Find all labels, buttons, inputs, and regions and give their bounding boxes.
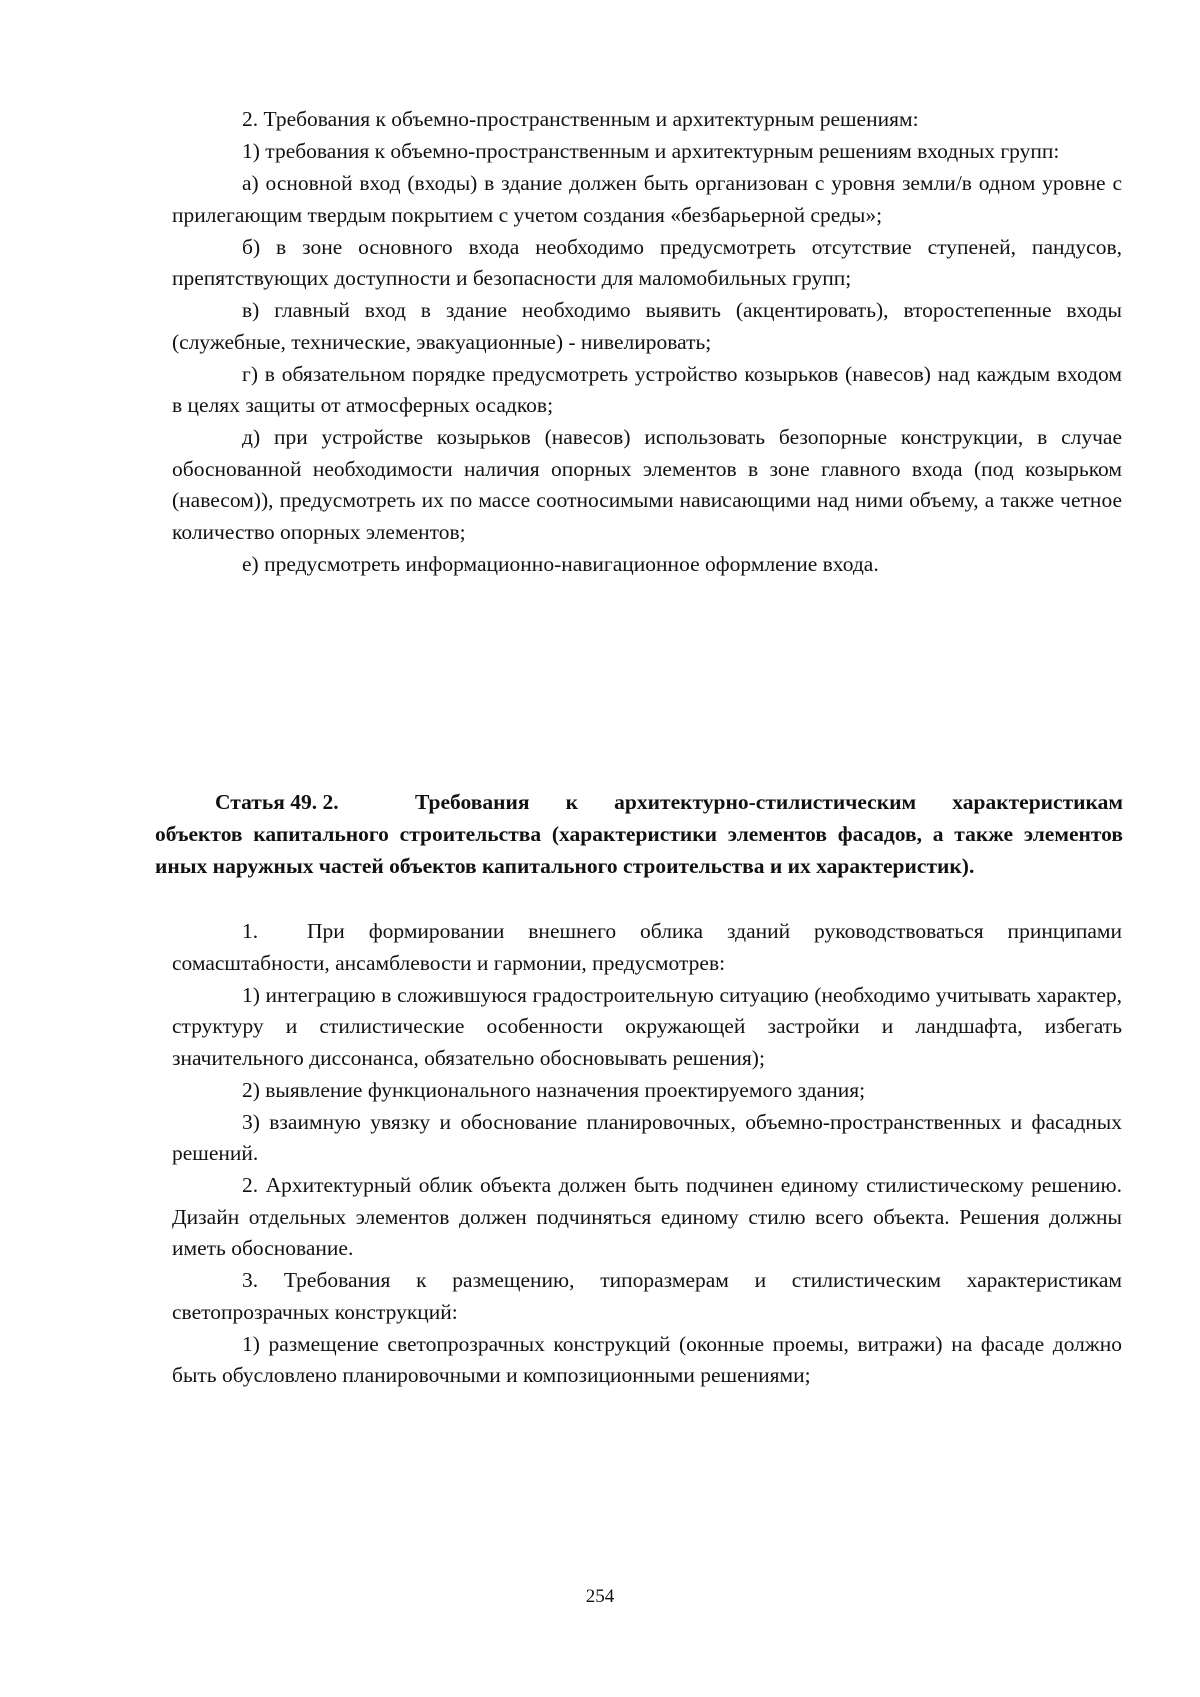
section-volume-spatial-requirements xyxy=(172,104,1122,581)
article-number: Статья 49. 2. xyxy=(215,790,339,814)
paragraph: 3. Требования к размещению, типоразмерам и стилистическим характеристикам светопрозрачных конструкций: xyxy=(172,1268,1122,1324)
article-title: Требования к архитектурно-стилистическим характеристикам объектов капитального строительства (характеристики элементов фасадов, а также элементов иных наружных частей объектов капитального строительства и их характеристик). xyxy=(155,790,1123,878)
paragraph: 2) выявление функционального назначения проектируемого здания; xyxy=(242,1077,866,1102)
paragraph: 2. Требования к объемно-пространственным и архитектурным решениям: xyxy=(242,107,919,131)
paragraph: 1) интеграцию в сложившуюся градостроительную ситуацию (необходимо учитывать характер, структуру и стилистические особенности окружающей застройки и ландшафта, избегать значительного диссонанса, обязательно обосновывать решения); xyxy=(172,982,1122,1070)
section-architectural-style-requirements xyxy=(172,916,1122,1392)
paragraph: е) предусмотреть информационно-навигационное оформление входа. xyxy=(242,551,879,576)
item-number: 1. xyxy=(242,919,259,943)
paragraph: д) при устройстве козырьков (навесов) использовать безопорные конструкции, в случае обоснованной необходимости наличия опорных элементов в зоне главного входа (под козырьком (навесом)), предусмотреть их по массе соотносимыми нависающими над ними объему, а также четное количество опорных элементов; xyxy=(172,425,1122,544)
paragraph: а) основной вход (входы) в здание должен быть организован с уровня земли/в одном уровне с прилегающим твердым покрытием с учетом создания «безбарьерной среды»; xyxy=(172,171,1122,227)
paragraph: г) в обязательном порядке предусмотреть устройство козырьков (навесов) над каждым входом в целях защиты от атмосферных осадков; xyxy=(172,361,1122,417)
item-text: При формировании внешнего облика зданий руководствоваться принципами сомасштабности, ансамблевости и гармонии, предусмотрев: xyxy=(172,919,1122,975)
paragraph: б) в зоне основного входа необходимо предусмотреть отсутствие ступеней, пандусов, препятствующих доступности и безопасности для маломобильных групп; xyxy=(172,234,1122,290)
paragraph: 1) размещение светопрозрачных конструкций (оконные проемы, витражи) на фасаде должно быть обусловлено планировочными и композиционными решениями; xyxy=(172,1331,1122,1387)
paragraph: в) главный вход в здание необходимо выявить (акцентировать), второстепенные входы (служебные, технические, эвакуационные) - нивелировать; xyxy=(172,298,1122,354)
paragraph: 2. Архитектурный облик объекта должен быть подчинен единому стилистическому решению. Дизайн отдельных элементов должен подчиняться единому стилю всего объекта. Решения должны иметь обоснование. xyxy=(172,1173,1122,1260)
paragraph: 3) взаимную увязку и обоснование планировочных, объемно-пространственных и фасадных решений. xyxy=(172,1109,1122,1165)
article-heading xyxy=(155,787,1123,882)
paragraph: 1) требования к объемно-пространственным и архитектурным решениям входных групп: xyxy=(242,139,1060,163)
numbered-paragraph xyxy=(172,916,1122,980)
page-number: 254 xyxy=(585,1586,615,1607)
